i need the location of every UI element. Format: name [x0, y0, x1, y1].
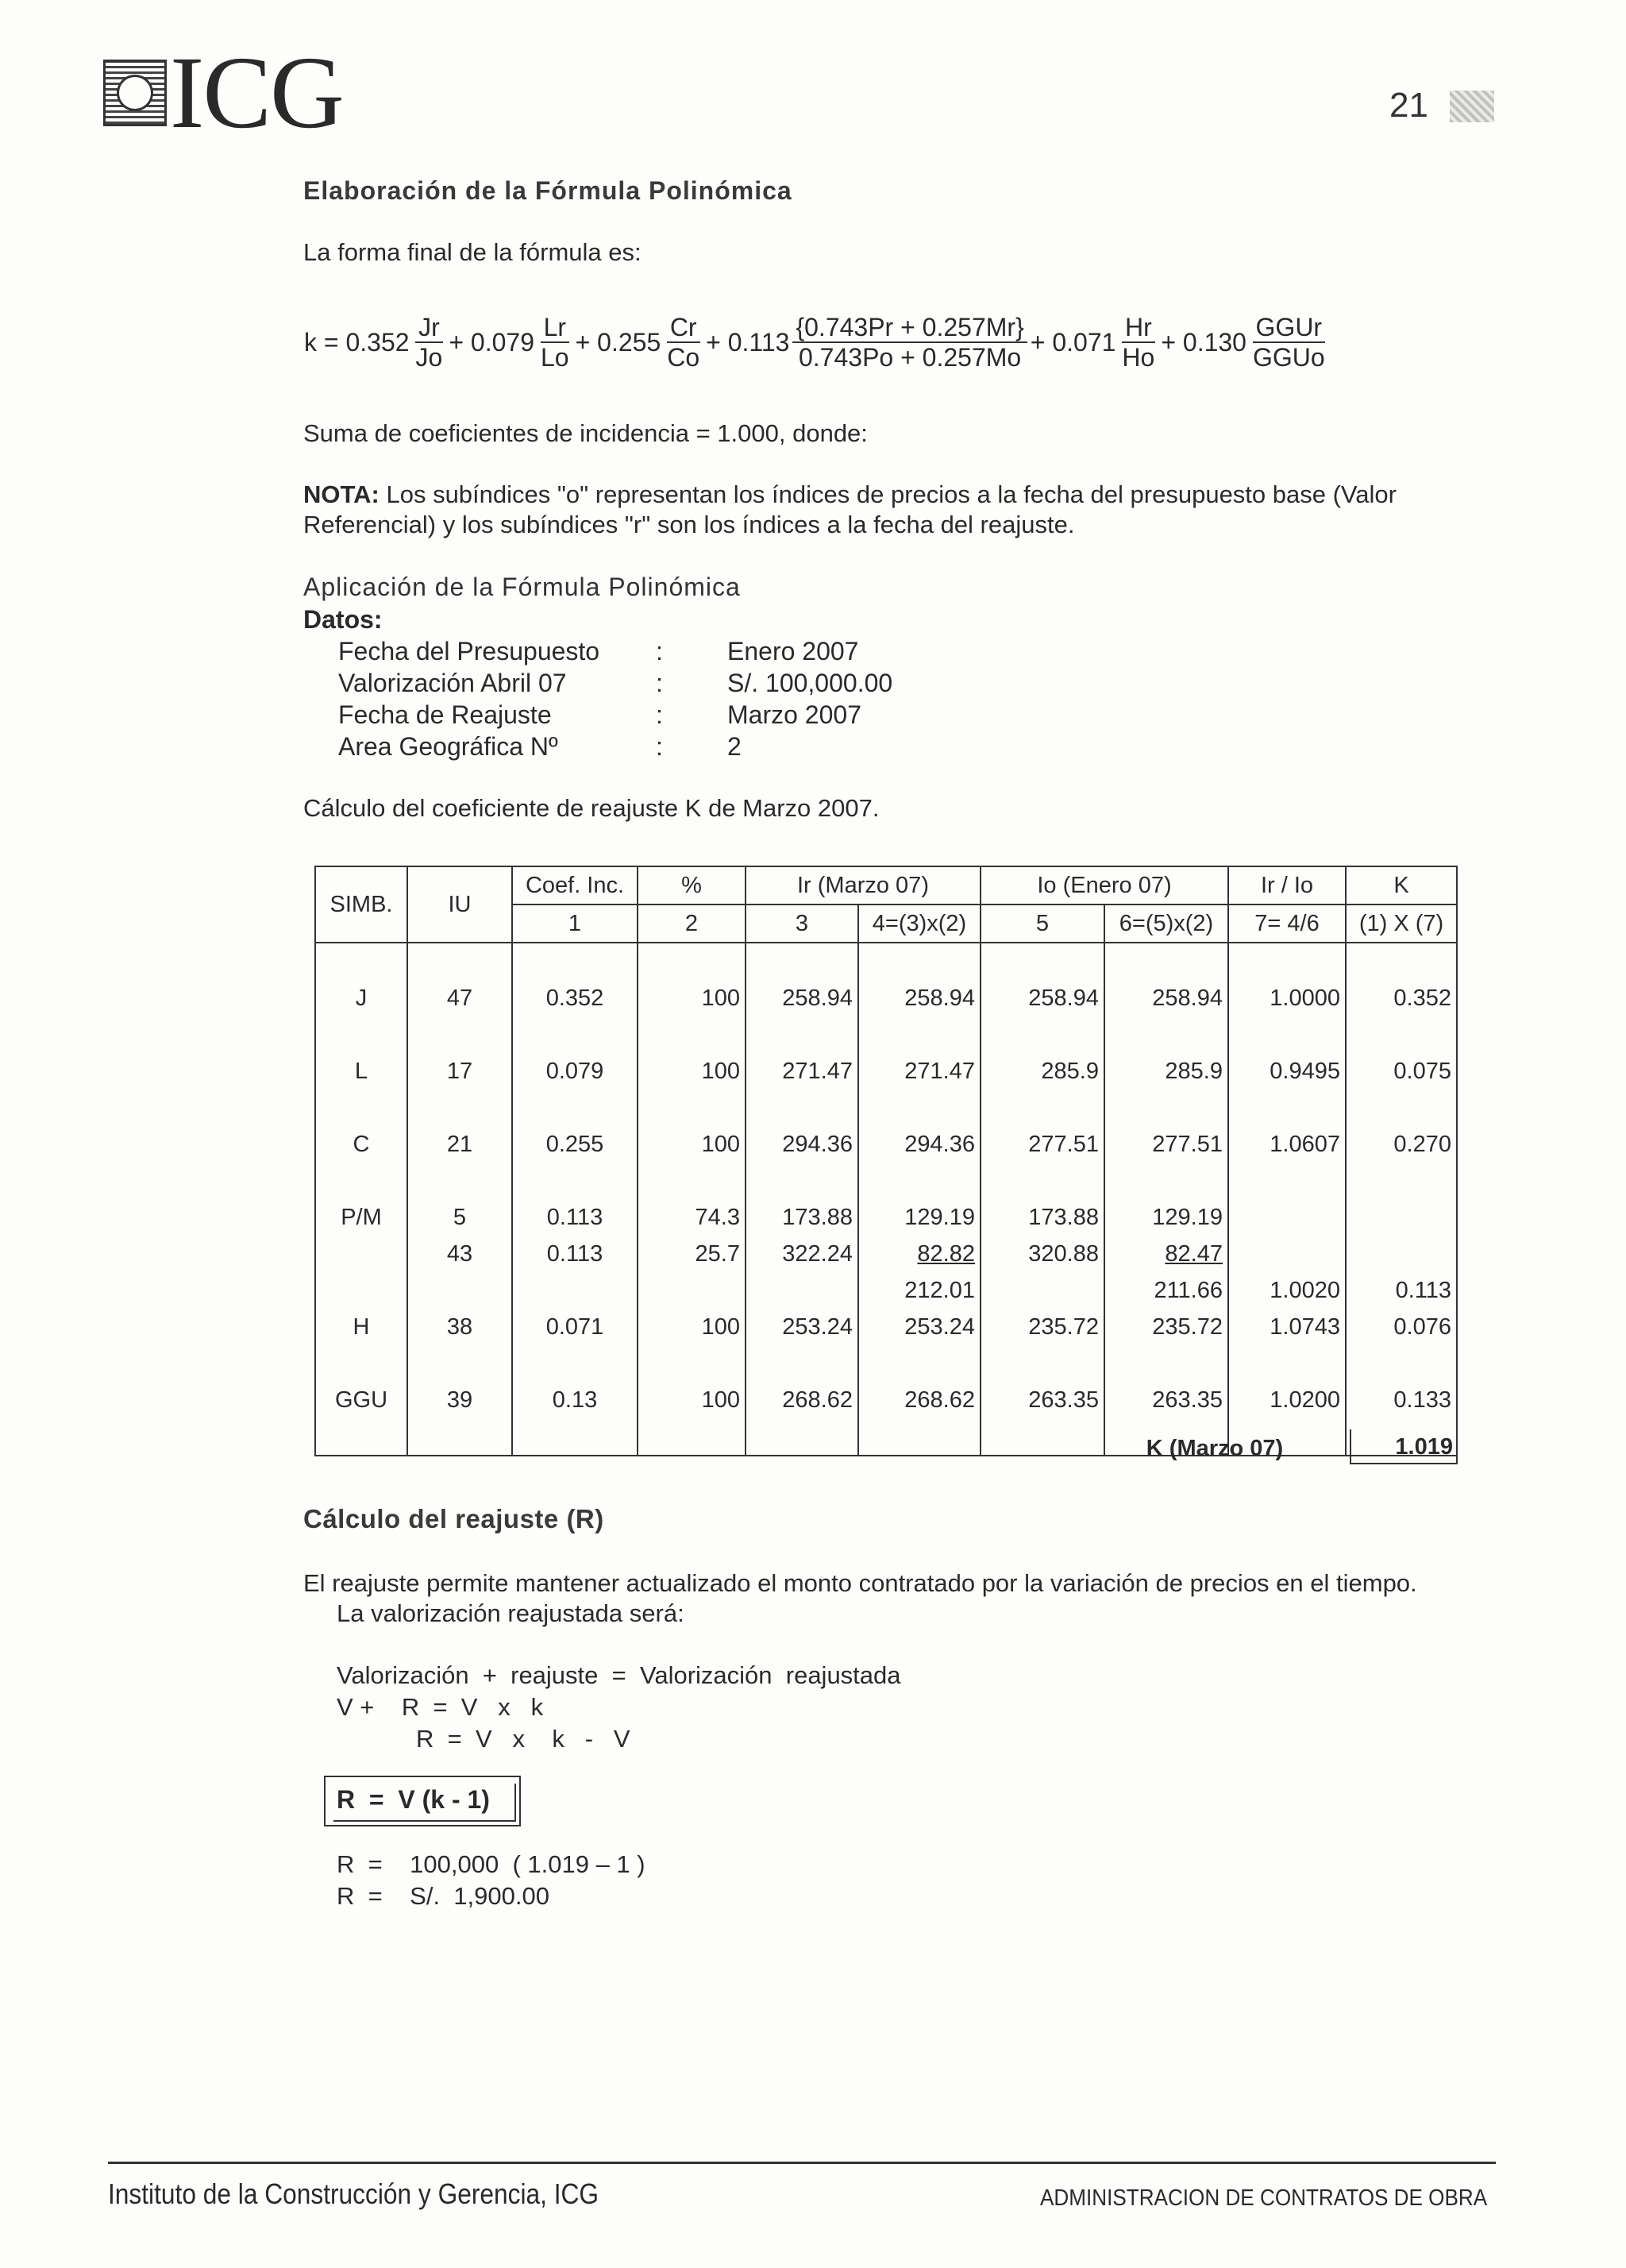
cell-pct: 25.7 — [638, 1236, 746, 1272]
cell-k — [1346, 1199, 1457, 1236]
cell-r7 — [1228, 1199, 1346, 1236]
cell-pct: 100 — [638, 1382, 746, 1418]
cell-simb — [315, 1236, 407, 1272]
header-coef: Coef. Inc. — [512, 866, 638, 904]
cell-pct: 100 — [638, 1126, 746, 1163]
header-irio: Ir / Io — [1228, 866, 1346, 904]
cell-ir4: 294.36 — [858, 1126, 981, 1163]
table-row — [315, 1309, 1457, 1345]
cell-io6: 277.51 — [1104, 1126, 1228, 1163]
cell-ir3: 294.36 — [746, 1126, 858, 1163]
datos-row — [338, 731, 892, 762]
header-pct: % — [638, 866, 746, 904]
cell-io5: 263.35 — [981, 1382, 1104, 1418]
formula-coef: + 0.071 — [1030, 327, 1116, 357]
subheader: 2 — [638, 904, 746, 943]
cell-io6: 235.72 — [1104, 1309, 1228, 1345]
section-title-aplicacion: Aplicación de la Fórmula Polinómica — [303, 573, 741, 601]
cell-iu: 39 — [407, 1382, 512, 1418]
fraction-den: Lo — [541, 343, 569, 372]
cell-iu: 5 — [407, 1199, 512, 1236]
table-row — [315, 1126, 1457, 1163]
result-line2: R = S/. 1,900.00 — [337, 1882, 549, 1910]
subheader: 4=(3)x(2) — [858, 904, 981, 943]
suma-text: Suma de coeficientes de incidencia = 1.000, donde: — [303, 419, 868, 447]
cell-iu: 38 — [407, 1309, 512, 1345]
cell-io5: 173.88 — [981, 1199, 1104, 1236]
header-ir: Ir (Marzo 07) — [746, 866, 981, 904]
datos-label: Datos: — [303, 605, 383, 634]
cell-ir3: 322.24 — [746, 1236, 858, 1272]
cell-ir3: 173.88 — [746, 1199, 858, 1236]
page-number: 21 — [1389, 86, 1428, 125]
cell-ir3: 271.47 — [746, 1053, 858, 1090]
cell-simb: H — [315, 1309, 407, 1345]
subheader: 5 — [981, 904, 1104, 943]
scan-mark — [1450, 91, 1494, 122]
logo-text: ICG — [170, 36, 343, 150]
cell-k — [1346, 1236, 1457, 1272]
equation-line3: R = V x k - V — [416, 1725, 630, 1753]
cell-coef: 0.113 — [512, 1199, 638, 1236]
datos-label: Valorización Abril 07 — [338, 669, 567, 697]
calculo-coef-text: Cálculo del coeficiente de reajuste K de Marzo 2007. — [303, 794, 880, 822]
fraction-num: {0.743Pr + 0.257Mr} — [792, 313, 1027, 343]
reajuste-line2: La valorización reajustada será: — [337, 1599, 684, 1627]
equation-line2: V + R = V x k — [337, 1693, 544, 1721]
cell-io5: 285.9 — [981, 1053, 1104, 1090]
cell-k: 0.133 — [1346, 1382, 1457, 1418]
cell-io5: 320.88 — [981, 1236, 1104, 1272]
subheader: 1 — [512, 904, 638, 943]
polynomial-formula — [304, 313, 1331, 372]
footer-institution: Instituto de la Construcción y Gerencia, ICG — [108, 2177, 599, 2210]
nota-line1: Los subíndices "o" representan los índices de precios a la fecha del presupuesto base (Valor — [379, 480, 1397, 508]
fraction-ggu — [1250, 313, 1328, 372]
cell-io5 — [981, 1272, 1104, 1309]
cell-simb: GGU — [315, 1382, 407, 1418]
cell-r7: 1.0020 — [1228, 1272, 1346, 1309]
cell-io5: 258.94 — [981, 980, 1104, 1016]
cell-k: 0.270 — [1346, 1126, 1457, 1163]
nota-line2: Referencial) y los subíndices "r" son los índices a la fecha del reajuste. — [303, 511, 1075, 538]
fraction-den: 0.743Po + 0.257Mo — [798, 343, 1022, 372]
cell-k: 0.075 — [1346, 1053, 1457, 1090]
fraction-num: Jr — [415, 313, 443, 343]
reajuste-line1: El reajuste permite mantener actualizado el monto contratado por la variación de precios en el tiempo. — [303, 1569, 1417, 1597]
datos-label: Fecha del Presupuesto — [338, 637, 600, 665]
result-line1: R = 100,000 ( 1.019 – 1 ) — [337, 1850, 645, 1878]
formula-coef: + 0.255 — [575, 327, 661, 357]
cell-io6: 211.66 — [1104, 1272, 1228, 1309]
cell-ir3: 258.94 — [746, 980, 858, 1016]
fraction-num: Hr — [1122, 313, 1155, 343]
datos-value: Enero 2007 — [727, 637, 859, 665]
cell-ir4: 268.62 — [858, 1382, 981, 1418]
cell-ir3: 268.62 — [746, 1382, 858, 1418]
cell-pct: 74.3 — [638, 1199, 746, 1236]
cell-r7: 0.9495 — [1228, 1053, 1346, 1090]
fraction-num: GGUr — [1253, 313, 1326, 343]
cell-ir4: 271.47 — [858, 1053, 981, 1090]
formula-coef: + 0.130 — [1161, 327, 1246, 357]
globe-icon — [103, 60, 167, 126]
forma-final-text: La forma final de la fórmula es: — [303, 238, 642, 266]
cell-coef — [512, 1272, 638, 1309]
cell-coef: 0.113 — [512, 1236, 638, 1272]
cell-k: 0.352 — [1346, 980, 1457, 1016]
cell-io6: 258.94 — [1104, 980, 1228, 1016]
subheader: 6=(5)x(2) — [1104, 904, 1228, 943]
k-coefficient-table — [314, 866, 1458, 1456]
cell-ir3: 253.24 — [746, 1309, 858, 1345]
datos-value: S/. 100,000.00 — [727, 669, 893, 697]
datos-sep: : — [656, 637, 663, 665]
icg-logo — [103, 36, 343, 150]
cell-ir4: 258.94 — [858, 980, 981, 1016]
table-row — [315, 1199, 1457, 1236]
datos-label: Fecha de Reajuste — [338, 700, 552, 729]
fraction-den: Ho — [1122, 343, 1155, 372]
cell-ir3 — [746, 1272, 858, 1309]
fraction-num: Cr — [667, 313, 700, 343]
cell-simb: J — [315, 980, 407, 1016]
cell-iu: 17 — [407, 1053, 512, 1090]
cell-r7 — [1228, 1236, 1346, 1272]
nota-paragraph — [303, 479, 1510, 511]
cell-coef: 0.13 — [512, 1382, 638, 1418]
table-row — [315, 1382, 1457, 1418]
footer-course: ADMINISTRACION DE CONTRATOS DE OBRA — [1040, 2185, 1488, 2211]
cell-iu: 21 — [407, 1126, 512, 1163]
cell-pct: 100 — [638, 1053, 746, 1090]
section-title-reajuste: Cálculo del reajuste (R) — [303, 1504, 604, 1533]
cell-simb: P/M — [315, 1199, 407, 1236]
cell-ir4: 129.19 — [858, 1199, 981, 1236]
cell-k: 0.113 — [1346, 1272, 1457, 1309]
header-io: Io (Enero 07) — [981, 866, 1228, 904]
fraction-den: GGUo — [1252, 343, 1325, 372]
cell-pct: 100 — [638, 1309, 746, 1345]
fraction-j — [413, 313, 446, 372]
cell-k: 0.076 — [1346, 1309, 1457, 1345]
cell-coef: 0.079 — [512, 1053, 638, 1090]
cell-pct — [638, 1272, 746, 1309]
fraction-l — [538, 313, 572, 372]
datos-row — [338, 635, 892, 667]
cell-io6: 285.9 — [1104, 1053, 1228, 1090]
k-total-label: K (Marzo 07) — [1146, 1436, 1284, 1461]
cell-io6: 82.47 — [1104, 1236, 1228, 1272]
table-row — [315, 1272, 1457, 1309]
subheader: (1) X (7) — [1346, 904, 1457, 943]
cell-coef: 0.071 — [512, 1309, 638, 1345]
cell-iu: 43 — [407, 1236, 512, 1272]
cell-simb: L — [315, 1053, 407, 1090]
cell-r7: 1.0000 — [1228, 980, 1346, 1016]
nota-label: NOTA: — [303, 480, 380, 508]
fraction-num: Lr — [541, 313, 569, 343]
k-total-value: 1.019 — [1350, 1429, 1458, 1464]
formula-coef: + 0.079 — [449, 327, 534, 357]
table-header-row — [315, 866, 1457, 904]
datos-sep: : — [656, 700, 663, 729]
cell-simb — [315, 1272, 407, 1309]
datos-value: 2 — [727, 732, 742, 761]
cell-r7: 1.0200 — [1228, 1382, 1346, 1418]
cell-simb: C — [315, 1126, 407, 1163]
cell-r7: 1.0607 — [1228, 1126, 1346, 1163]
datos-row — [338, 667, 892, 699]
fraction-pm — [792, 313, 1027, 372]
datos-sep: : — [656, 669, 663, 697]
cell-io6: 129.19 — [1104, 1199, 1228, 1236]
section-title-elaboracion: Elaboración de la Fórmula Polinómica — [303, 176, 792, 205]
cell-ir4: 82.82 — [858, 1236, 981, 1272]
header-iu: IU — [407, 866, 512, 943]
table-row — [315, 980, 1457, 1016]
k-total-row — [1080, 1429, 1458, 1464]
datos-label: Area Geográfica Nº — [338, 732, 558, 761]
cell-io5: 235.72 — [981, 1309, 1104, 1345]
formula-k: k = 0.352 — [304, 327, 410, 357]
cell-pct: 100 — [638, 980, 746, 1016]
datos-list — [338, 635, 892, 762]
boxed-equation: R = V (k - 1) — [337, 1785, 490, 1814]
footer-divider — [108, 2162, 1496, 2164]
fraction-h — [1119, 313, 1158, 372]
cell-ir4: 212.01 — [858, 1272, 981, 1309]
table-row — [315, 1053, 1457, 1090]
cell-ir4: 253.24 — [858, 1309, 981, 1345]
table-row — [315, 1236, 1457, 1272]
formula-coef: + 0.113 — [706, 327, 790, 357]
header-k: K — [1346, 866, 1457, 904]
cell-coef: 0.352 — [512, 980, 638, 1016]
cell-coef: 0.255 — [512, 1126, 638, 1163]
subheader: 7= 4/6 — [1228, 904, 1346, 943]
cell-io6: 263.35 — [1104, 1382, 1228, 1418]
fraction-c — [664, 313, 703, 372]
header-simb: SIMB. — [315, 866, 407, 943]
cell-io5: 277.51 — [981, 1126, 1104, 1163]
subheader: 3 — [746, 904, 858, 943]
cell-r7: 1.0743 — [1228, 1309, 1346, 1345]
datos-sep: : — [656, 732, 663, 761]
datos-value: Marzo 2007 — [727, 700, 861, 729]
cell-iu — [407, 1272, 512, 1309]
fraction-den: Jo — [415, 343, 443, 372]
datos-row — [338, 699, 892, 731]
fraction-den: Co — [667, 343, 700, 372]
equation-line1: Valorización + reajuste = Valorización reajustada — [337, 1661, 901, 1689]
cell-iu: 47 — [407, 980, 512, 1016]
